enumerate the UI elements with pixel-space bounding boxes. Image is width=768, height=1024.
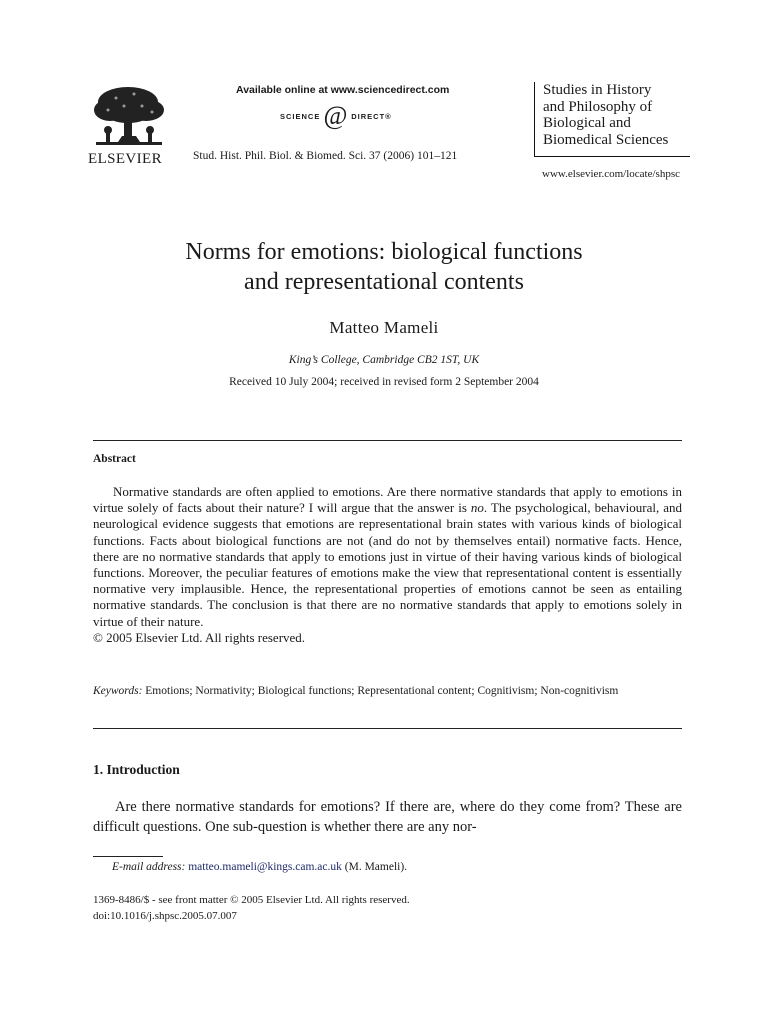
publisher-name: ELSEVIER <box>88 151 163 167</box>
abstract-text-2: . The psychological, behavioural, and neurological evidence suggests that emotions are representational brain states with various kinds of biological functions. Facts about biological functions are not (and do not by themselves entail) normative facts. Hence, there are no normative standards that apply to emotions just in virtue of their having various kinds of biological functions. Moreover, the peculiar features of emotions make the view that representational content is essentially normative very implausible. Hence, the representational properties of emotions cannot be seen as entailing normative standards. The conclusion is that there are no normative standards that apply to emotions solely in virtue of their nature. <box>93 500 682 629</box>
issn-line: 1369-8486/$ - see front matter © 2005 Elsevier Ltd. All rights reserved. <box>93 894 410 906</box>
introduction-paragraph: Are there normative standards for emotions? If there are, where do they come from? These are difficult questions. One sub-question is whether there are any nor- <box>93 799 682 835</box>
doi-line: doi:10.1016/j.shpsc.2005.07.007 <box>93 910 237 922</box>
abstract-body <box>93 484 682 646</box>
footnote-suffix: (M. Mameli). <box>344 861 408 873</box>
article-title <box>88 237 680 297</box>
section-heading: 1. Introduction <box>93 762 180 777</box>
divider-bottom <box>93 728 682 729</box>
journal-title-line: Biomedical Sciences <box>543 131 669 148</box>
journal-url-link[interactable]: www.elsevier.com/locate/shpsc <box>542 168 680 180</box>
received-dates: Received 10 July 2004; received in revised form 2 September 2004 <box>229 376 539 388</box>
abstract-heading: Abstract <box>93 453 136 465</box>
footnote <box>112 861 407 873</box>
available-online-text: Available online at www.sciencedirect.com <box>236 84 450 96</box>
sciencedirect-logo <box>280 101 392 130</box>
journal-title-line: Biological and <box>543 115 631 131</box>
keywords-line <box>93 684 682 699</box>
abstract-text-1: Normative standards are often applied to emotions. Are there normative standards that apply to emotions in virtue solely of facts about their nature? I will argue that the answer is <box>93 484 682 516</box>
footnote-rule <box>93 856 163 857</box>
abstract-paragraph <box>93 484 682 630</box>
elsevier-tree-logo <box>90 84 168 150</box>
divider-top <box>93 440 682 441</box>
keywords-label: Keywords: <box>93 685 143 697</box>
footnote-label: E-mail address: <box>112 861 186 873</box>
author-name: Matteo Mameli <box>329 318 439 337</box>
author-affiliation: King’s College, Cambridge CB2 1ST, UK <box>288 354 480 366</box>
journal-title-line: Studies in History <box>543 82 652 98</box>
journal-title-line: and Philosophy of <box>543 98 653 115</box>
journal-citation: Stud. Hist. Phil. Biol. & Biomed. Sci. 37 (2006) 101–121 <box>193 150 458 162</box>
email-link[interactable]: matteo.mameli@kings.cam.ac.uk <box>188 861 342 873</box>
sciencedirect-at-icon: @ <box>323 101 349 130</box>
title-line-2: and representational contents <box>244 269 524 295</box>
keywords-text: Emotions; Normativity; Biological functions; Representational content; Cognitivism; Non-cognitivism <box>145 685 619 697</box>
sciencedirect-right: DIRECT® <box>351 111 392 121</box>
abstract-emphasis: no <box>470 500 484 516</box>
sciencedirect-left: SCIENCE <box>280 111 321 121</box>
abstract-copyright: © 2005 Elsevier Ltd. All rights reserved. <box>93 629 306 645</box>
title-line-1: Norms for emotions: biological functions <box>185 239 583 265</box>
journal-title-box <box>534 82 690 157</box>
